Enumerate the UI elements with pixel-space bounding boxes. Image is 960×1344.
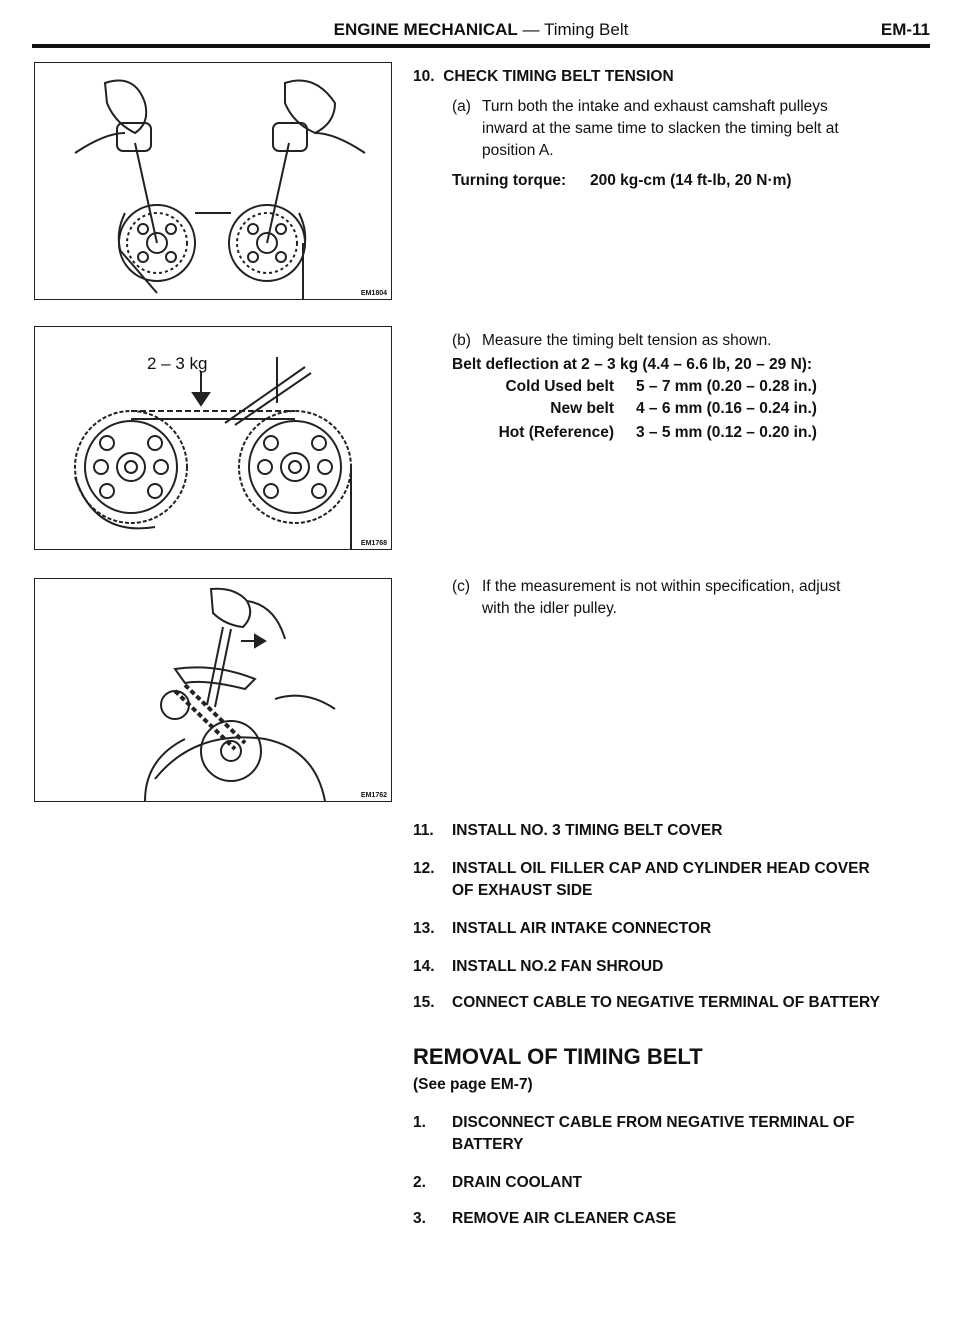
step-10c-line-2: with the idler pulley. — [482, 600, 617, 617]
spec-value-hot: 3 – 5 mm (0.12 – 0.20 in.) — [636, 424, 817, 441]
header-rule — [32, 44, 930, 48]
removal-step-3-text: REMOVE AIR CLEANER CASE — [452, 1210, 677, 1227]
removal-step-2-text: DRAIN COOLANT — [452, 1174, 583, 1191]
step-number: 10. — [413, 68, 435, 85]
step-12-line-2: OF EXHAUST SIDE — [452, 882, 593, 899]
step-10a-label: (a) — [452, 98, 471, 115]
spec-label-hot: Hot (Reference) — [498, 424, 614, 441]
page-number: EM-11 — [880, 20, 930, 39]
step-10a-line-1: Turn both the intake and exhaust camshaft pulleys — [482, 98, 828, 115]
turning-torque-label: Turning torque: — [452, 172, 567, 189]
idler-pulley-adjust-icon — [35, 579, 391, 801]
figure-camshaft-pulleys — [34, 62, 392, 300]
step-10c-line-1: If the measurement is not within specification, adjust — [482, 578, 841, 595]
figure-code: EM1804 — [360, 290, 387, 297]
step-10a-line-2: inward at the same time to slacken the timing belt at — [482, 120, 839, 137]
step-12-line-1: INSTALL OIL FILLER CAP AND CYLINDER HEAD COVER — [452, 860, 870, 877]
header-title — [32, 20, 930, 40]
step-10c-label: (c) — [452, 578, 471, 595]
spec-label-new: New belt — [550, 400, 614, 417]
figure-code: EM1768 — [360, 540, 387, 547]
step-13-text: INSTALL AIR INTAKE CONNECTOR — [452, 920, 712, 937]
removal-step-1-number: 1. — [413, 1114, 426, 1131]
step-14-number: 14. — [413, 958, 435, 975]
spec-value-new: 4 – 6 mm (0.16 – 0.24 in.) — [636, 400, 817, 417]
step-title: CHECK TIMING BELT TENSION — [443, 68, 674, 85]
page-header — [32, 20, 930, 44]
step-15-number: 15. — [413, 994, 435, 1011]
turning-torque-value: 200 kg-cm (14 ft-lb, 20 N·m) — [590, 172, 792, 189]
header-subsection: Timing Belt — [543, 20, 629, 39]
removal-heading: REMOVAL OF TIMING BELT — [413, 1044, 703, 1069]
figure-belt-tension — [34, 326, 392, 550]
belt-deflection-label: Belt deflection at 2 – 3 kg (4.4 – 6.6 lb, 20 – 29 N): — [452, 356, 813, 373]
spec-label-cold: Cold Used belt — [505, 378, 614, 395]
removal-step-3-number: 3. — [413, 1210, 426, 1227]
header-section: ENGINE MECHANICAL — [333, 20, 518, 39]
camshaft-pulley-tools-icon — [35, 63, 391, 299]
removal-see-page: (See page EM-7) — [413, 1076, 533, 1093]
step-10a-line-3: position A. — [482, 142, 554, 159]
step-11-text: INSTALL NO. 3 TIMING BELT COVER — [452, 822, 723, 839]
figure-load-label: 2 – 3 kg — [147, 354, 208, 373]
step-13-number: 13. — [413, 920, 435, 937]
step-12-number: 12. — [413, 860, 435, 877]
removal-step-1-line-1: DISCONNECT CABLE FROM NEGATIVE TERMINAL OF — [452, 1114, 855, 1131]
header-dash: — — [517, 20, 544, 39]
removal-step-2-number: 2. — [413, 1174, 426, 1191]
spec-value-cold: 5 – 7 mm (0.20 – 0.28 in.) — [636, 378, 817, 395]
step-11-number: 11. — [413, 822, 434, 839]
figure-idler-pulley — [34, 578, 392, 802]
step-10-heading — [413, 66, 674, 88]
removal-step-1-line-2: BATTERY — [452, 1136, 524, 1153]
step-10b-label: (b) — [452, 332, 471, 349]
step-14-text: INSTALL NO.2 FAN SHROUD — [452, 958, 664, 975]
figure-code: EM1762 — [360, 792, 387, 799]
step-10b-text: Measure the timing belt tension as shown. — [482, 332, 772, 349]
belt-tension-icon — [35, 327, 391, 549]
step-15-text: CONNECT CABLE TO NEGATIVE TERMINAL OF BATTERY — [452, 994, 880, 1011]
